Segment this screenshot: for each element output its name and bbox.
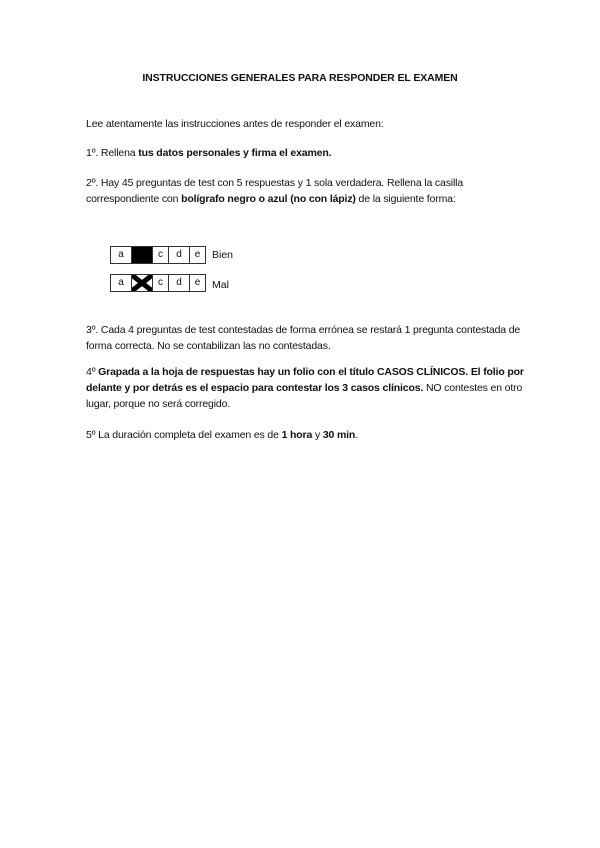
- incorrect-example-label: Mal: [212, 279, 229, 291]
- option-a-cell: a: [110, 274, 132, 292]
- cross-mark-icon: [132, 275, 152, 291]
- instruction-1: [86, 145, 526, 161]
- option-b-cell-crossed: [131, 274, 153, 292]
- answer-example-correct: [110, 246, 205, 264]
- instruction-5-prefix: 5º La duración completa del examen es de: [86, 429, 282, 441]
- answer-example-incorrect: [110, 274, 205, 292]
- option-e-cell: e: [189, 274, 206, 292]
- option-d-cell: d: [168, 246, 190, 264]
- instruction-5: [86, 427, 526, 443]
- option-c-cell: c: [152, 274, 169, 292]
- option-c-cell: c: [152, 246, 169, 264]
- instruction-2-bold: bolígrafo negro o azul (no con lápiz): [181, 193, 356, 205]
- instruction-4-bold: Grapada a la hoja de respuestas hay un folio con el título CASOS CLÍNICOS. El folio por delante y por detrás es el espacio para contestar los 3 casos clínicos.: [86, 366, 524, 394]
- instruction-2-text: 2º. Hay 45 preguntas de test con 5 respuestas y 1 sola verdadera. Rellena la casilla correspondiente con: [86, 177, 464, 205]
- option-d-cell: d: [168, 274, 190, 292]
- instruction-5-suffix: .: [355, 429, 358, 441]
- instruction-1-bold: tus datos personales y firma el examen.: [138, 147, 332, 159]
- instruction-5-mid: y: [312, 429, 323, 441]
- option-a-cell: a: [110, 246, 132, 264]
- option-b-cell-filled: [131, 246, 153, 264]
- instruction-4: [86, 364, 526, 412]
- lead-text: Lee atentamente las instrucciones antes de responder el examen:: [86, 118, 384, 130]
- instruction-2-suffix: de la siguiente forma:: [355, 193, 456, 205]
- instruction-4-prefix: 4º: [86, 366, 99, 378]
- instruction-4-text: NO contestes en otro lugar, porque no será corregido.: [86, 382, 523, 410]
- instruction-3: 3º. Cada 4 preguntas de test contestadas de forma errónea se restará 1 pregunta contestada de forma correcta. No se contabilizan las no contestadas.: [86, 324, 521, 352]
- instruction-5-hours: 1 hora: [281, 429, 313, 441]
- option-e-cell: e: [189, 246, 206, 264]
- page-title: INSTRUCCIONES GENERALES PARA RESPONDER EL EXAMEN: [142, 72, 458, 84]
- instruction-5-minutes: 30 min: [322, 429, 356, 441]
- correct-example-label: Bien: [212, 249, 234, 261]
- instruction-1-prefix: 1º. Rellena: [86, 147, 139, 159]
- instruction-2: [86, 175, 526, 207]
